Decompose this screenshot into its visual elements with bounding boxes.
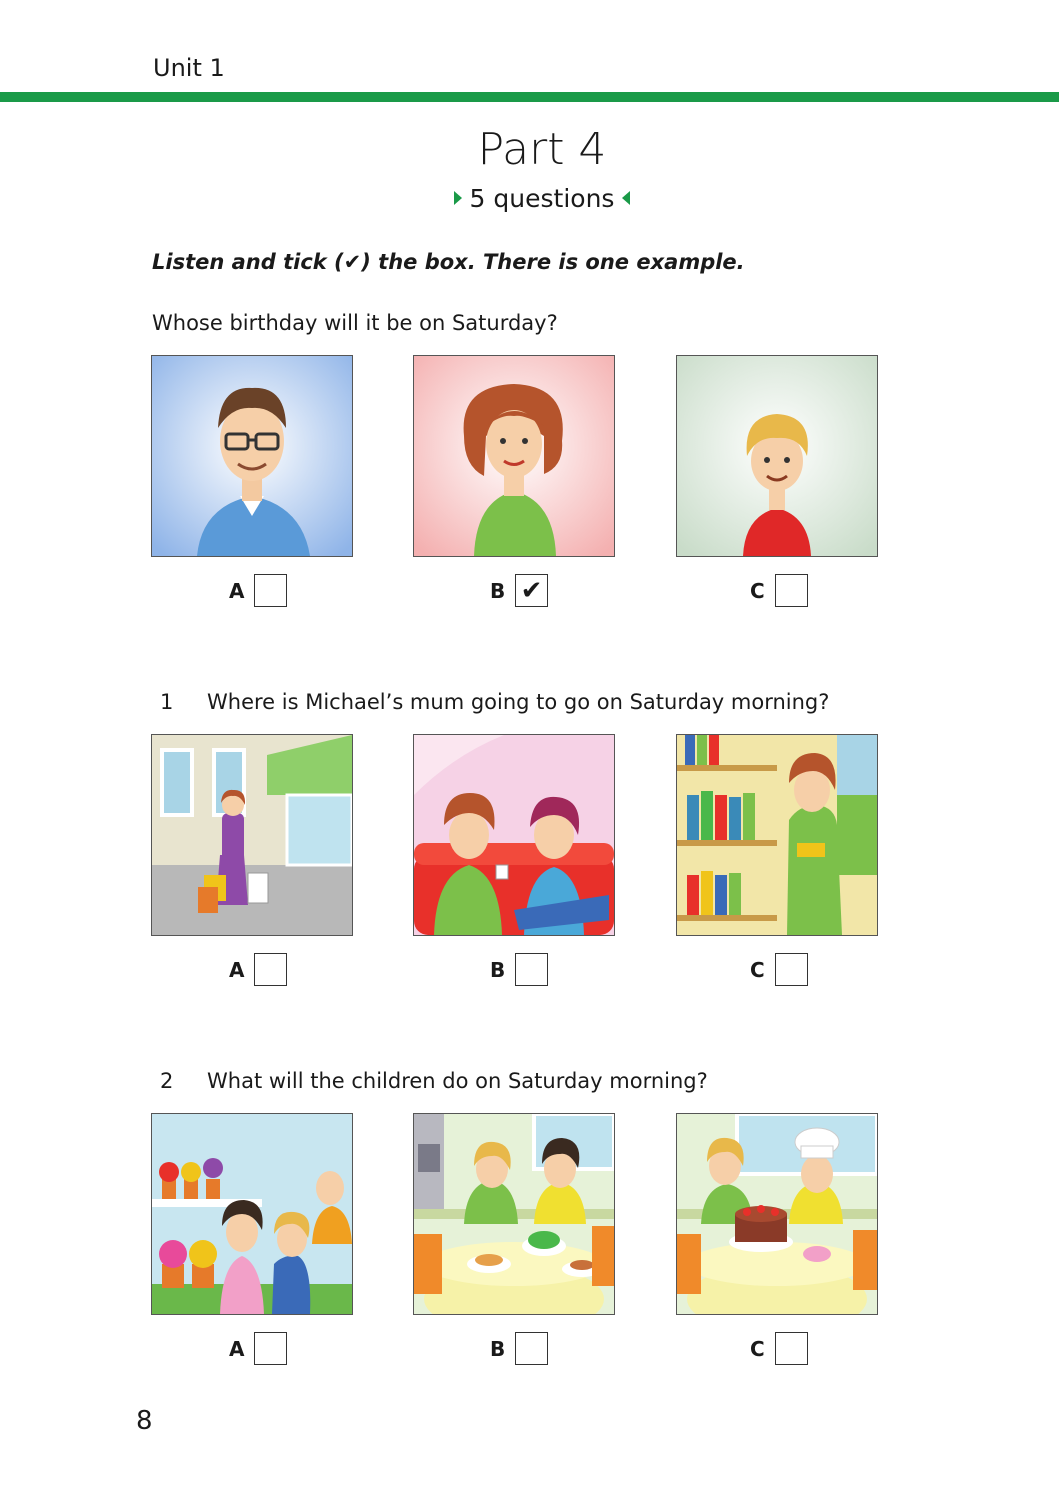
question-1-option-c-checkbox[interactable]: [775, 953, 808, 986]
question-2-option-b-checkbox[interactable]: [515, 1332, 548, 1365]
triangle-right-icon: [454, 191, 462, 205]
question-2-option-c-letter: C: [750, 1337, 765, 1361]
question-2-option-a-checkbox[interactable]: [254, 1332, 287, 1365]
question-1-number: 1: [160, 690, 174, 714]
example-option-b-checkbox[interactable]: ✔: [515, 574, 548, 607]
question-2-option-c-checkbox[interactable]: [775, 1332, 808, 1365]
question-1-picture-b: [413, 734, 615, 936]
question-1-picture-a: [151, 734, 353, 936]
example-picture-b: [413, 355, 615, 557]
header-divider: [0, 92, 1059, 102]
question-1-option-b-letter: B: [490, 958, 506, 982]
example-option-b-letter: B: [490, 579, 506, 603]
question-2-picture-c: [676, 1113, 878, 1315]
question-2-number: 2: [160, 1069, 174, 1093]
question-2-picture-b: [413, 1113, 615, 1315]
question-2-text: What will the children do on Saturday morning?: [207, 1069, 708, 1093]
question-1-option-a-checkbox[interactable]: [254, 953, 287, 986]
question-1-option-c-letter: C: [750, 958, 765, 982]
example-picture-a: [151, 355, 353, 557]
subtitle-text: 5 questions: [469, 184, 615, 213]
example-option-a-letter: A: [229, 579, 245, 603]
part-title: Part 4: [477, 124, 607, 175]
part-subtitle: [0, 184, 1059, 213]
question-2-option-b-letter: B: [490, 1337, 506, 1361]
unit-label: Unit 1: [153, 54, 225, 82]
page-number: 8: [136, 1406, 153, 1436]
example-option-c-checkbox[interactable]: [775, 574, 808, 607]
example-question: Whose birthday will it be on Saturday?: [152, 311, 558, 335]
question-1-option-a-letter: A: [229, 958, 245, 982]
question-1-option-b-checkbox[interactable]: [515, 953, 548, 986]
question-1-text: Where is Michael’s mum going to go on Saturday morning?: [207, 690, 830, 714]
question-2-picture-a: [151, 1113, 353, 1315]
triangle-left-icon: [622, 191, 630, 205]
example-option-c-letter: C: [750, 579, 765, 603]
example-picture-c: [676, 355, 878, 557]
question-1-picture-c: [676, 734, 878, 936]
question-2-option-a-letter: A: [229, 1337, 245, 1361]
example-option-a-checkbox[interactable]: [254, 574, 287, 607]
instructions: Listen and tick (✔) the box. There is one example.: [152, 250, 745, 274]
